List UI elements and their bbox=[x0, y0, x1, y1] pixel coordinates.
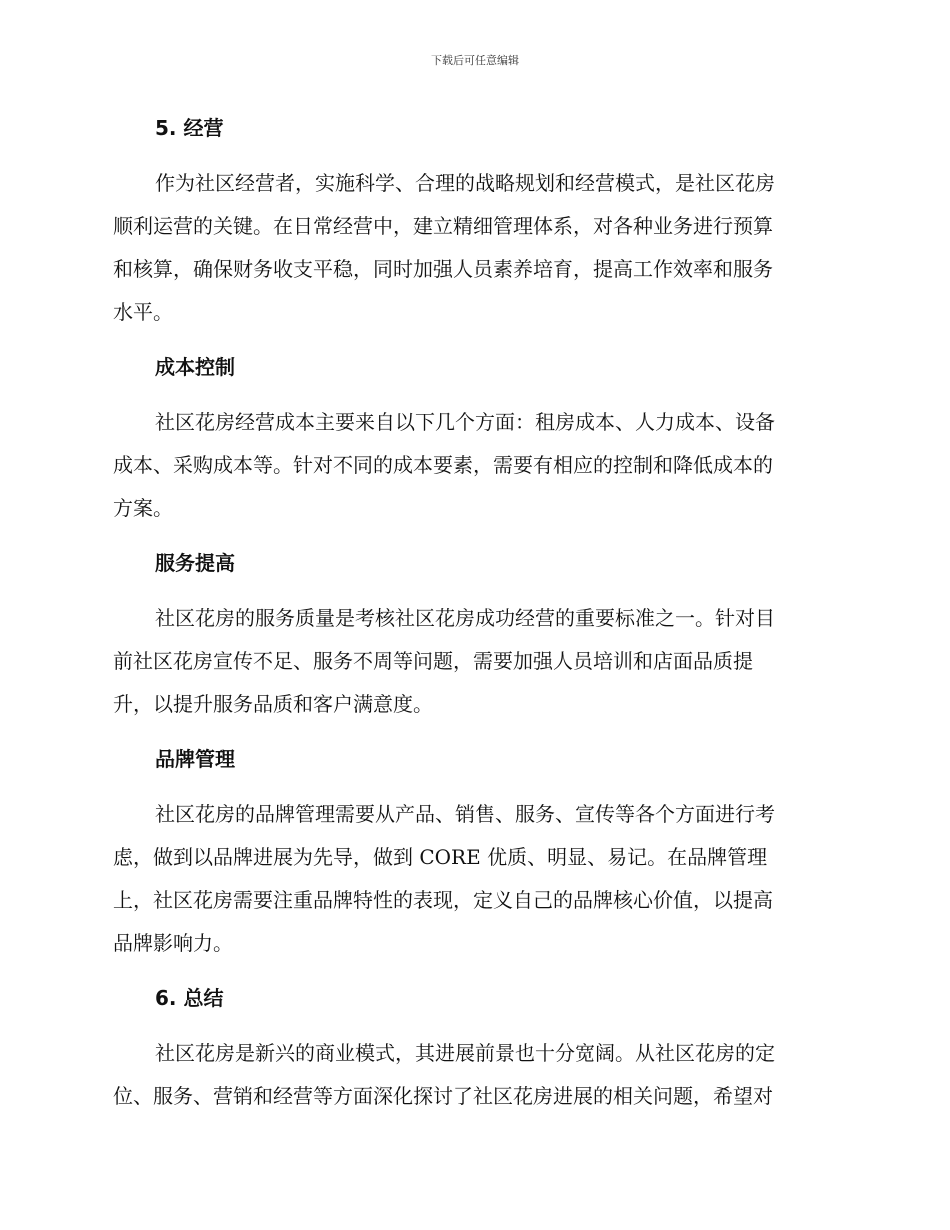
paragraph-line: 社区花房经营成本主要来自以下几个方面：租房成本、人力成本、设备 bbox=[155, 410, 775, 434]
paragraph-operation bbox=[113, 162, 835, 334]
paragraph-line: 顺利运营的关键。在日常经营中，建立精细管理体系，对各种业务进行预算 bbox=[113, 214, 773, 238]
section-heading-cost-control: 成本控制 bbox=[155, 355, 235, 379]
paragraph-line: 社区花房是新兴的商业模式，其进展前景也十分宽阔。从社区花房的定 bbox=[155, 1041, 775, 1065]
paragraph-line: 上，社区花房需要注重品牌特性的表现，定义自己的品牌核心价值，以提高 bbox=[113, 888, 773, 912]
paragraph-line: 作为社区经营者，实施科学、合理的战略规划和经营模式，是社区花房 bbox=[155, 171, 775, 195]
paragraph-summary bbox=[113, 1032, 835, 1118]
paragraph-service bbox=[113, 597, 835, 726]
paragraph-cost-control bbox=[113, 401, 835, 530]
paragraph-line: 升，以提升服务品质和客户满意度。 bbox=[113, 692, 433, 716]
page-header: 下载后可任意编辑 bbox=[431, 54, 519, 67]
section-heading-operation: 5. 经营 bbox=[155, 116, 224, 140]
paragraph-line: 水平。 bbox=[113, 300, 173, 324]
section-heading-service: 服务提高 bbox=[155, 551, 235, 575]
paragraph-line: 成本、采购成本等。针对不同的成本要素，需要有相应的控制和降低成本的 bbox=[113, 453, 773, 477]
paragraph-line: 位、服务、营销和经营等方面深化探讨了社区花房进展的相关问题，希望对 bbox=[113, 1084, 773, 1108]
paragraph-brand bbox=[113, 793, 835, 965]
paragraph-line: 社区花房的服务质量是考核社区花房成功经营的重要标准之一。针对目 bbox=[155, 606, 775, 630]
paragraph-line: 社区花房的品牌管理需要从产品、销售、服务、宣传等各个方面进行考 bbox=[155, 802, 775, 826]
paragraph-line: 前社区花房宣传不足、服务不周等问题，需要加强人员培训和店面品质提 bbox=[113, 649, 753, 673]
paragraph-line: 品牌影响力。 bbox=[113, 931, 233, 955]
section-heading-summary: 6. 总结 bbox=[155, 986, 224, 1010]
document-body bbox=[113, 108, 835, 1118]
paragraph-line: 方案。 bbox=[113, 496, 173, 520]
section-heading-brand: 品牌管理 bbox=[155, 747, 235, 771]
paragraph-line: 虑，做到以品牌进展为先导，做到 CORE 优质、明显、易记。在品牌管理 bbox=[113, 845, 768, 869]
paragraph-line: 和核算，确保财务收支平稳，同时加强人员素养培育，提高工作效率和服务 bbox=[113, 257, 773, 281]
